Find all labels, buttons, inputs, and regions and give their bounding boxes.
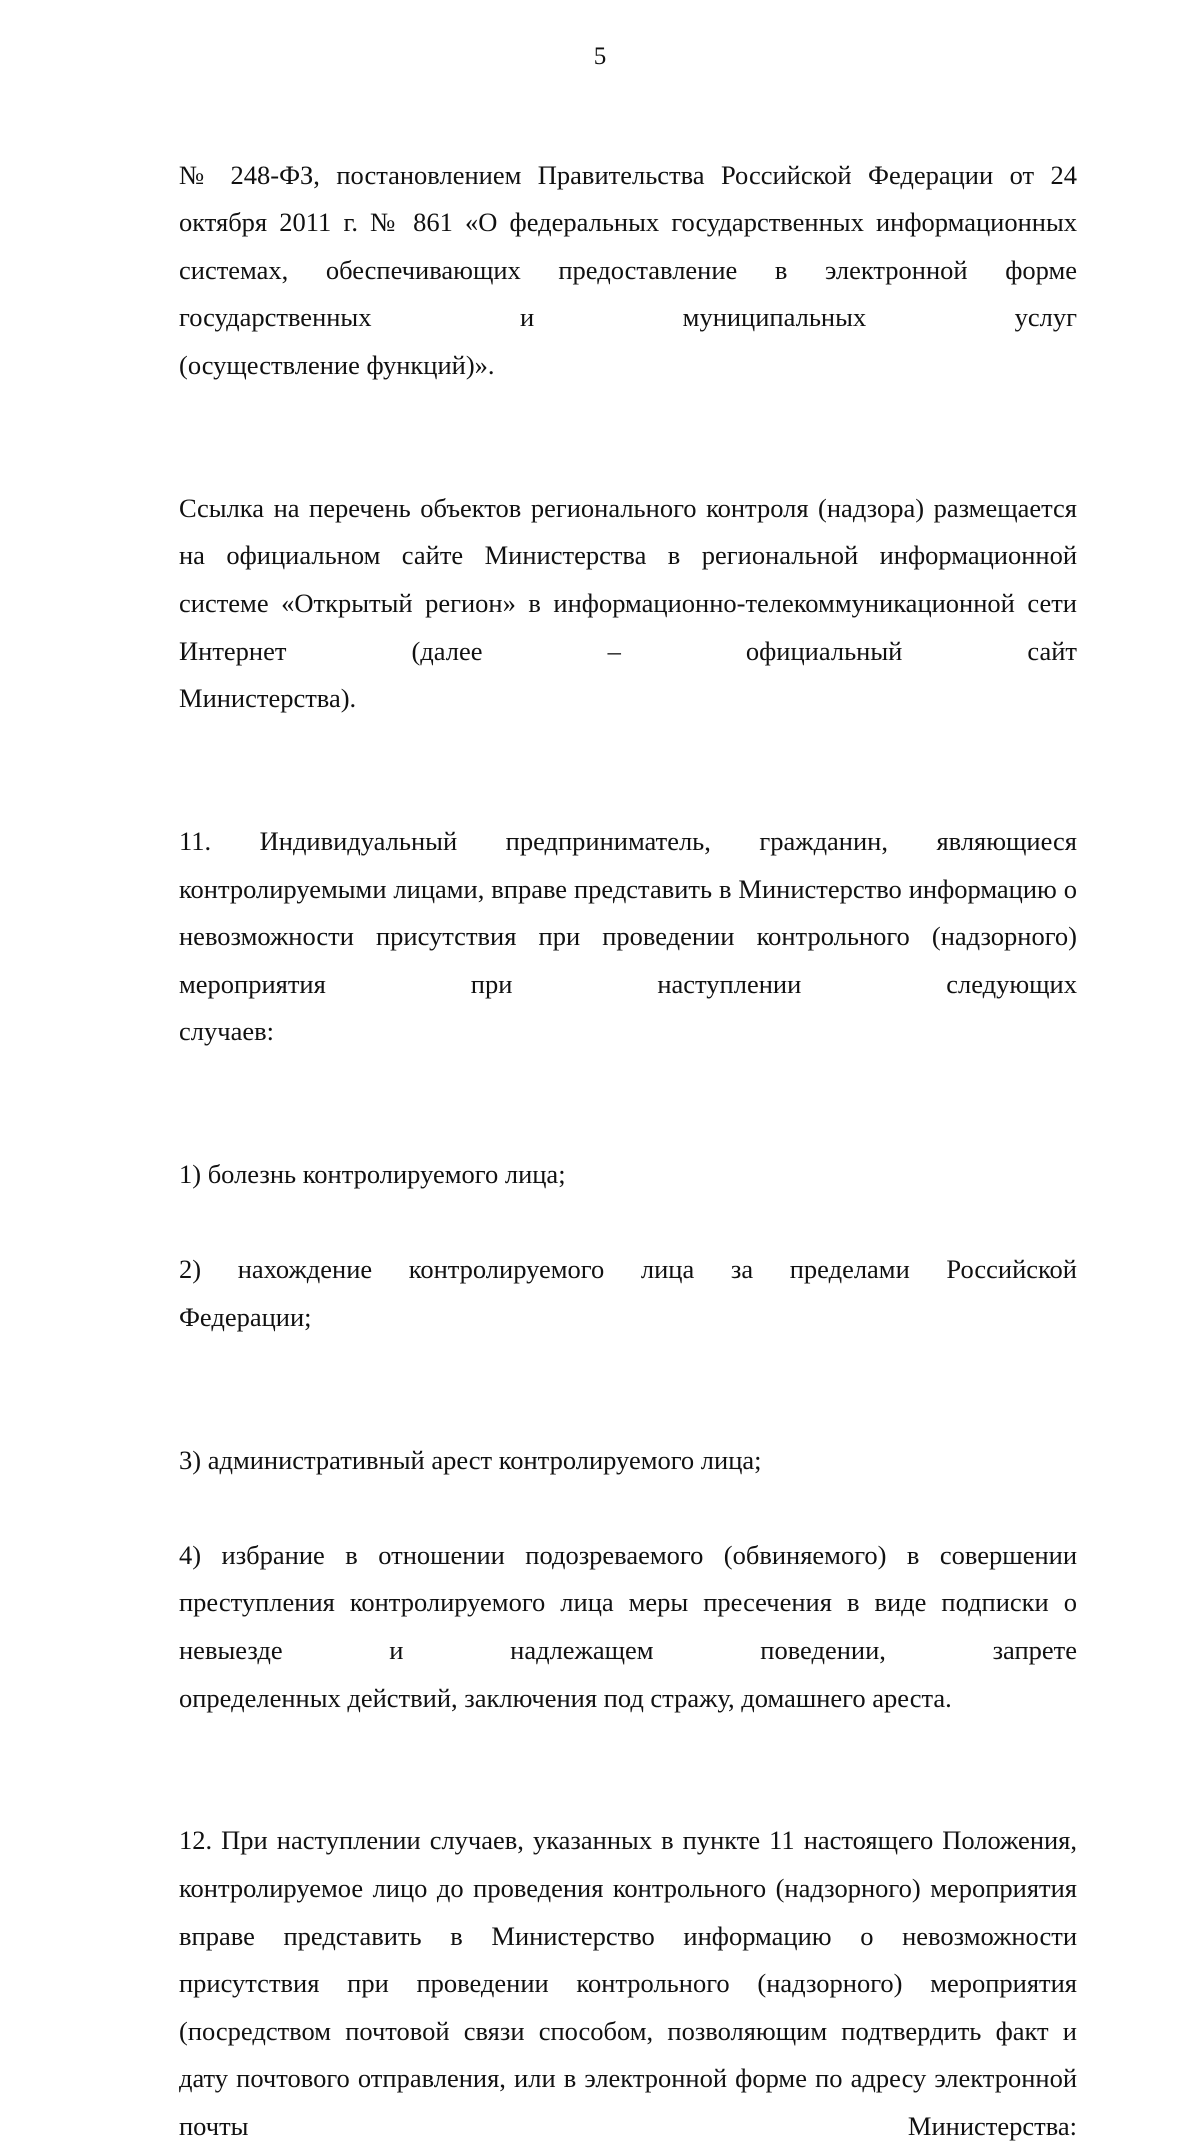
paragraph-law-reference <box>179 104 1077 437</box>
document-body <box>179 104 1077 2151</box>
list-item-3 <box>179 1389 1077 1484</box>
list-item-text: 3) административный арест контролируемого лица; <box>179 1444 762 1475</box>
list-item-text: 2) нахождение контролируемого лица за пределами Российской <box>179 1254 1077 1285</box>
paragraph-text: 12. При наступлении случаев, указанных в пункте 11 настоящего Положения, контролируемое лицо до проведения контрольного (надзорного) мероприятия вправе представить в Министерство информацию о невозможности присутствия при проведении контрольного (надзорного) мероприятия (посредством почтовой связи способом, позволяющим подтвердить факт и дату почтового отправления, или в электронной форме по адресу электронной почты Министерства: <box>179 1825 1077 2141</box>
paragraph-item-11 <box>179 770 1077 1103</box>
list-item-last-line: определенных действий, заключения под стражу, домашнего ареста. <box>179 1682 952 1713</box>
paragraph-text: Ссылка на перечень объектов регионального контроля (надзора) размещается на официальном сайте Министерства в региональной информационной системе «Открытый регион» в информационно-телекоммуникационной сети Интернет (далее – официальный сайт <box>179 492 1077 666</box>
page-number: 5 <box>593 43 607 70</box>
paragraph-text: 11. Индивидуальный предприниматель, гражданин, являющиеся контролируемыми лицами, вправе представить в Министерство информацию о невозможности присутствия при проведении контрольного (надзорного) мероприятия при наступлении следующих <box>179 825 1077 999</box>
list-item-2 <box>179 1199 1077 1389</box>
list-item-text: 4) избрание в отношении подозреваемого (обвиняемого) в совершении преступления контролируемого лица меры пресечения в виде подписки о невыезде и надлежащем поведении, запрете <box>179 1539 1077 1665</box>
paragraph-last-line: случаев: <box>179 1016 274 1047</box>
paragraph-item-12 <box>179 1770 1077 2151</box>
list-item-last-line: Федерации; <box>179 1301 312 1332</box>
paragraph-last-line: Министерства). <box>179 683 357 714</box>
paragraph-text: № 248-ФЗ, постановлением Правительства Российской Федерации от 24 октября 2011 г. № 861 «О федеральных государственных информационных системах, обеспечивающих предоставление в электронной форме государственных и муниципальных услуг <box>179 159 1077 333</box>
list-item-1 <box>179 1103 1077 1198</box>
paragraph-last-line: (осуществление функций)». <box>179 349 495 380</box>
paragraph-object-list-link <box>179 437 1077 770</box>
list-item-text: 1) болезнь контролируемого лица; <box>179 1159 566 1190</box>
list-item-4 <box>179 1484 1077 1770</box>
